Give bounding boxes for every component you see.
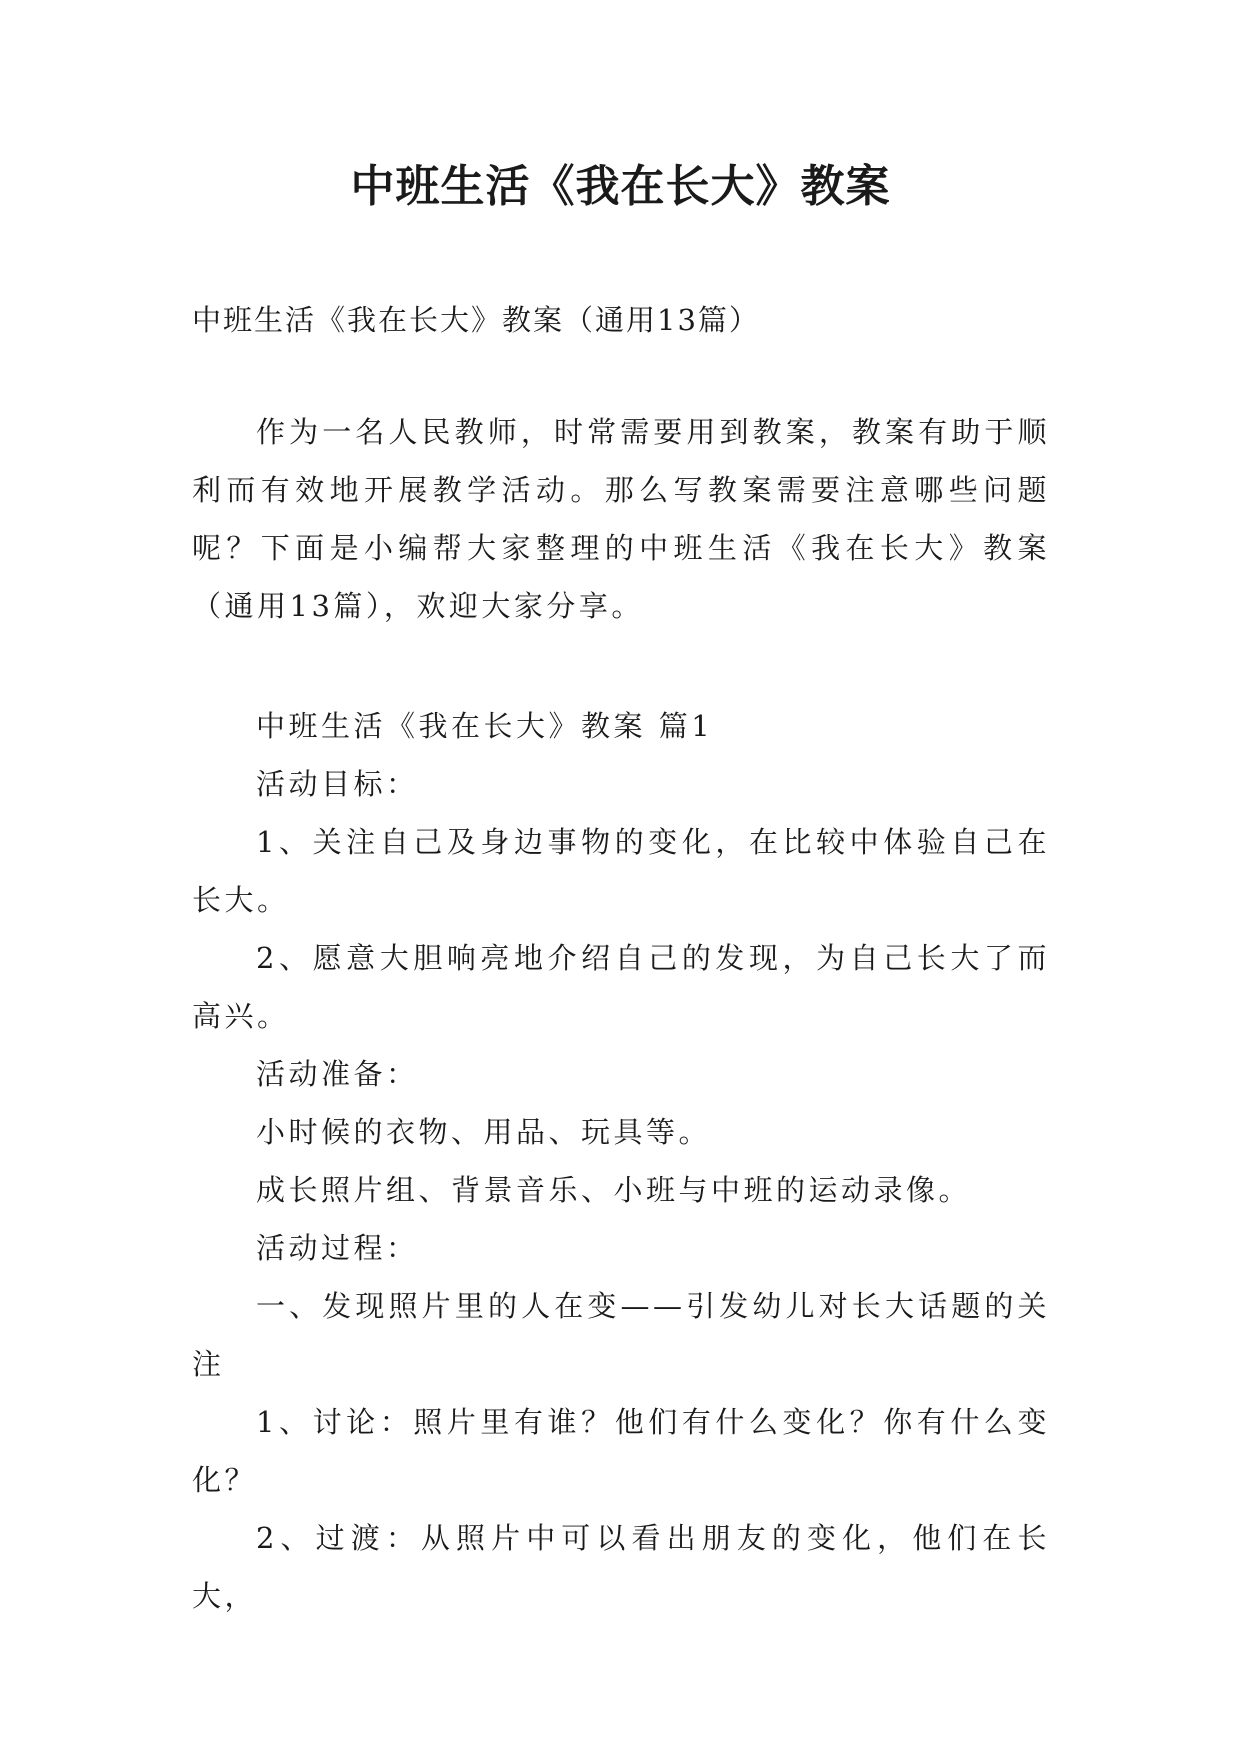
preparation-heading: 活动准备： bbox=[256, 1057, 419, 1091]
preparation-item: 小时候的衣物、用品、玩具等。 bbox=[256, 1115, 712, 1149]
intro-paragraph: 作为一名人民教师，时常需要用到教案，教案有助于顺利而有效地开展教学活动。那么写教案需要注意哪些问题呢？下面是小编帮大家整理的中班生活《我在长大》教案（通用13篇），欢迎大家分享。 bbox=[192, 415, 1050, 623]
goals-heading: 活动目标： bbox=[256, 767, 419, 801]
document-title: 中班生活《我在长大》教案 bbox=[350, 161, 891, 212]
goal-item: 1、关注自己及身边事物的变化，在比较中体验自己在长大。 bbox=[192, 825, 1050, 917]
process-item: 2、过渡：从照片中可以看出朋友的变化，他们在长大， bbox=[192, 1521, 1050, 1613]
preparation-item: 成长照片组、背景音乐、小班与中班的运动录像。 bbox=[256, 1173, 972, 1207]
document-subtitle: 中班生活《我在长大》教案（通用13篇） bbox=[192, 303, 760, 337]
process-step-heading: 一、发现照片里的人在变——引发幼儿对长大话题的关注 bbox=[192, 1289, 1050, 1381]
process-item: 1、讨论：照片里有谁？他们有什么变化？你有什么变化？ bbox=[192, 1405, 1050, 1497]
lesson-body bbox=[192, 697, 1050, 1625]
section-heading: 中班生活《我在长大》教案 篇1 bbox=[256, 709, 714, 743]
process-heading: 活动过程： bbox=[256, 1231, 419, 1265]
goal-item: 2、愿意大胆响亮地介绍自己的发现，为自己长大了而高兴。 bbox=[192, 941, 1050, 1033]
